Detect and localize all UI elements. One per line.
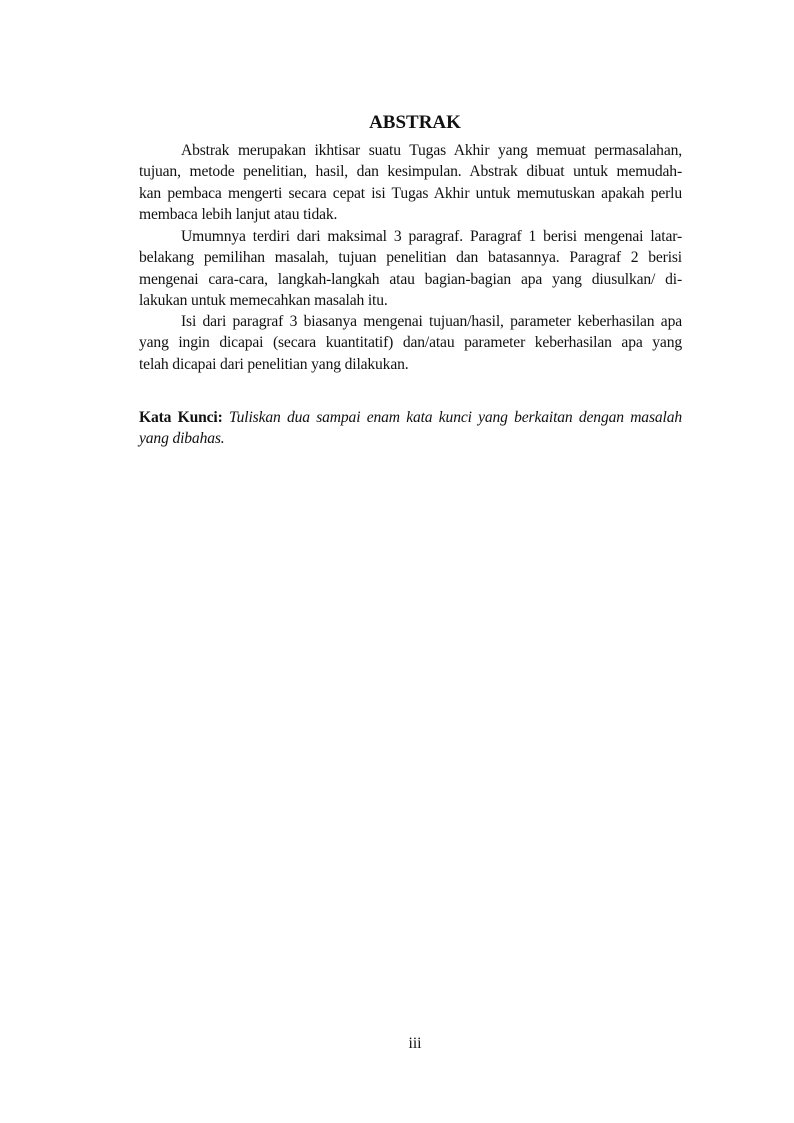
keywords-text: yang dibahas. [139, 430, 225, 448]
text-line: yang ingin dicapai (secara kuantitatif) dan/atau parameter keberhasilan apa yang [139, 334, 682, 352]
text-line: Isi dari paragraf 3 biasanya mengenai tujuan/hasil, parameter keberhasilan apa [181, 313, 682, 330]
text-line: telah dicapai dari penelitian yang dilakukan. [139, 355, 409, 373]
text-line: membaca lebih lanjut atau tidak. [139, 206, 338, 224]
text-line: Umumnya terdiri dari maksimal 3 paragraf. Paragraf 1 berisi mengenai latar- [181, 228, 682, 245]
text-line: belakang pemilihan masalah, tujuan penelitian dan batasannya. Paragraf 2 berisi [139, 249, 682, 267]
text-line: tujuan, metode penelitian, hasil, dan kesimpulan. Abstrak dibuat untuk memudah- [139, 163, 682, 181]
text-line: kan pembaca mengerti secara cepat isi Tugas Akhir untuk memutuskan apakah perlu [139, 184, 682, 202]
keywords-text: Tuliskan dua sampai enam kata kunci yang berkaitan dengan masalah [229, 409, 682, 426]
paragraph-2 [139, 226, 682, 312]
page-title: ABSTRAK [369, 112, 461, 133]
keywords-section [139, 407, 682, 450]
keywords-label: Kata Kunci: [139, 409, 223, 426]
text-line: Abstrak merupakan ikhtisar suatu Tugas Akhir yang memuat permasalahan, [181, 142, 682, 159]
paragraph-1 [139, 140, 682, 226]
paragraph-3 [139, 311, 682, 375]
text-line: mengenai cara-cara, langkah-langkah atau bagian-bagian apa yang diusulkan/ di- [139, 270, 682, 288]
keywords-line [139, 407, 682, 428]
text-line: lakukan untuk memecahkan masalah itu. [139, 292, 388, 310]
page-number: iii [408, 1035, 422, 1052]
